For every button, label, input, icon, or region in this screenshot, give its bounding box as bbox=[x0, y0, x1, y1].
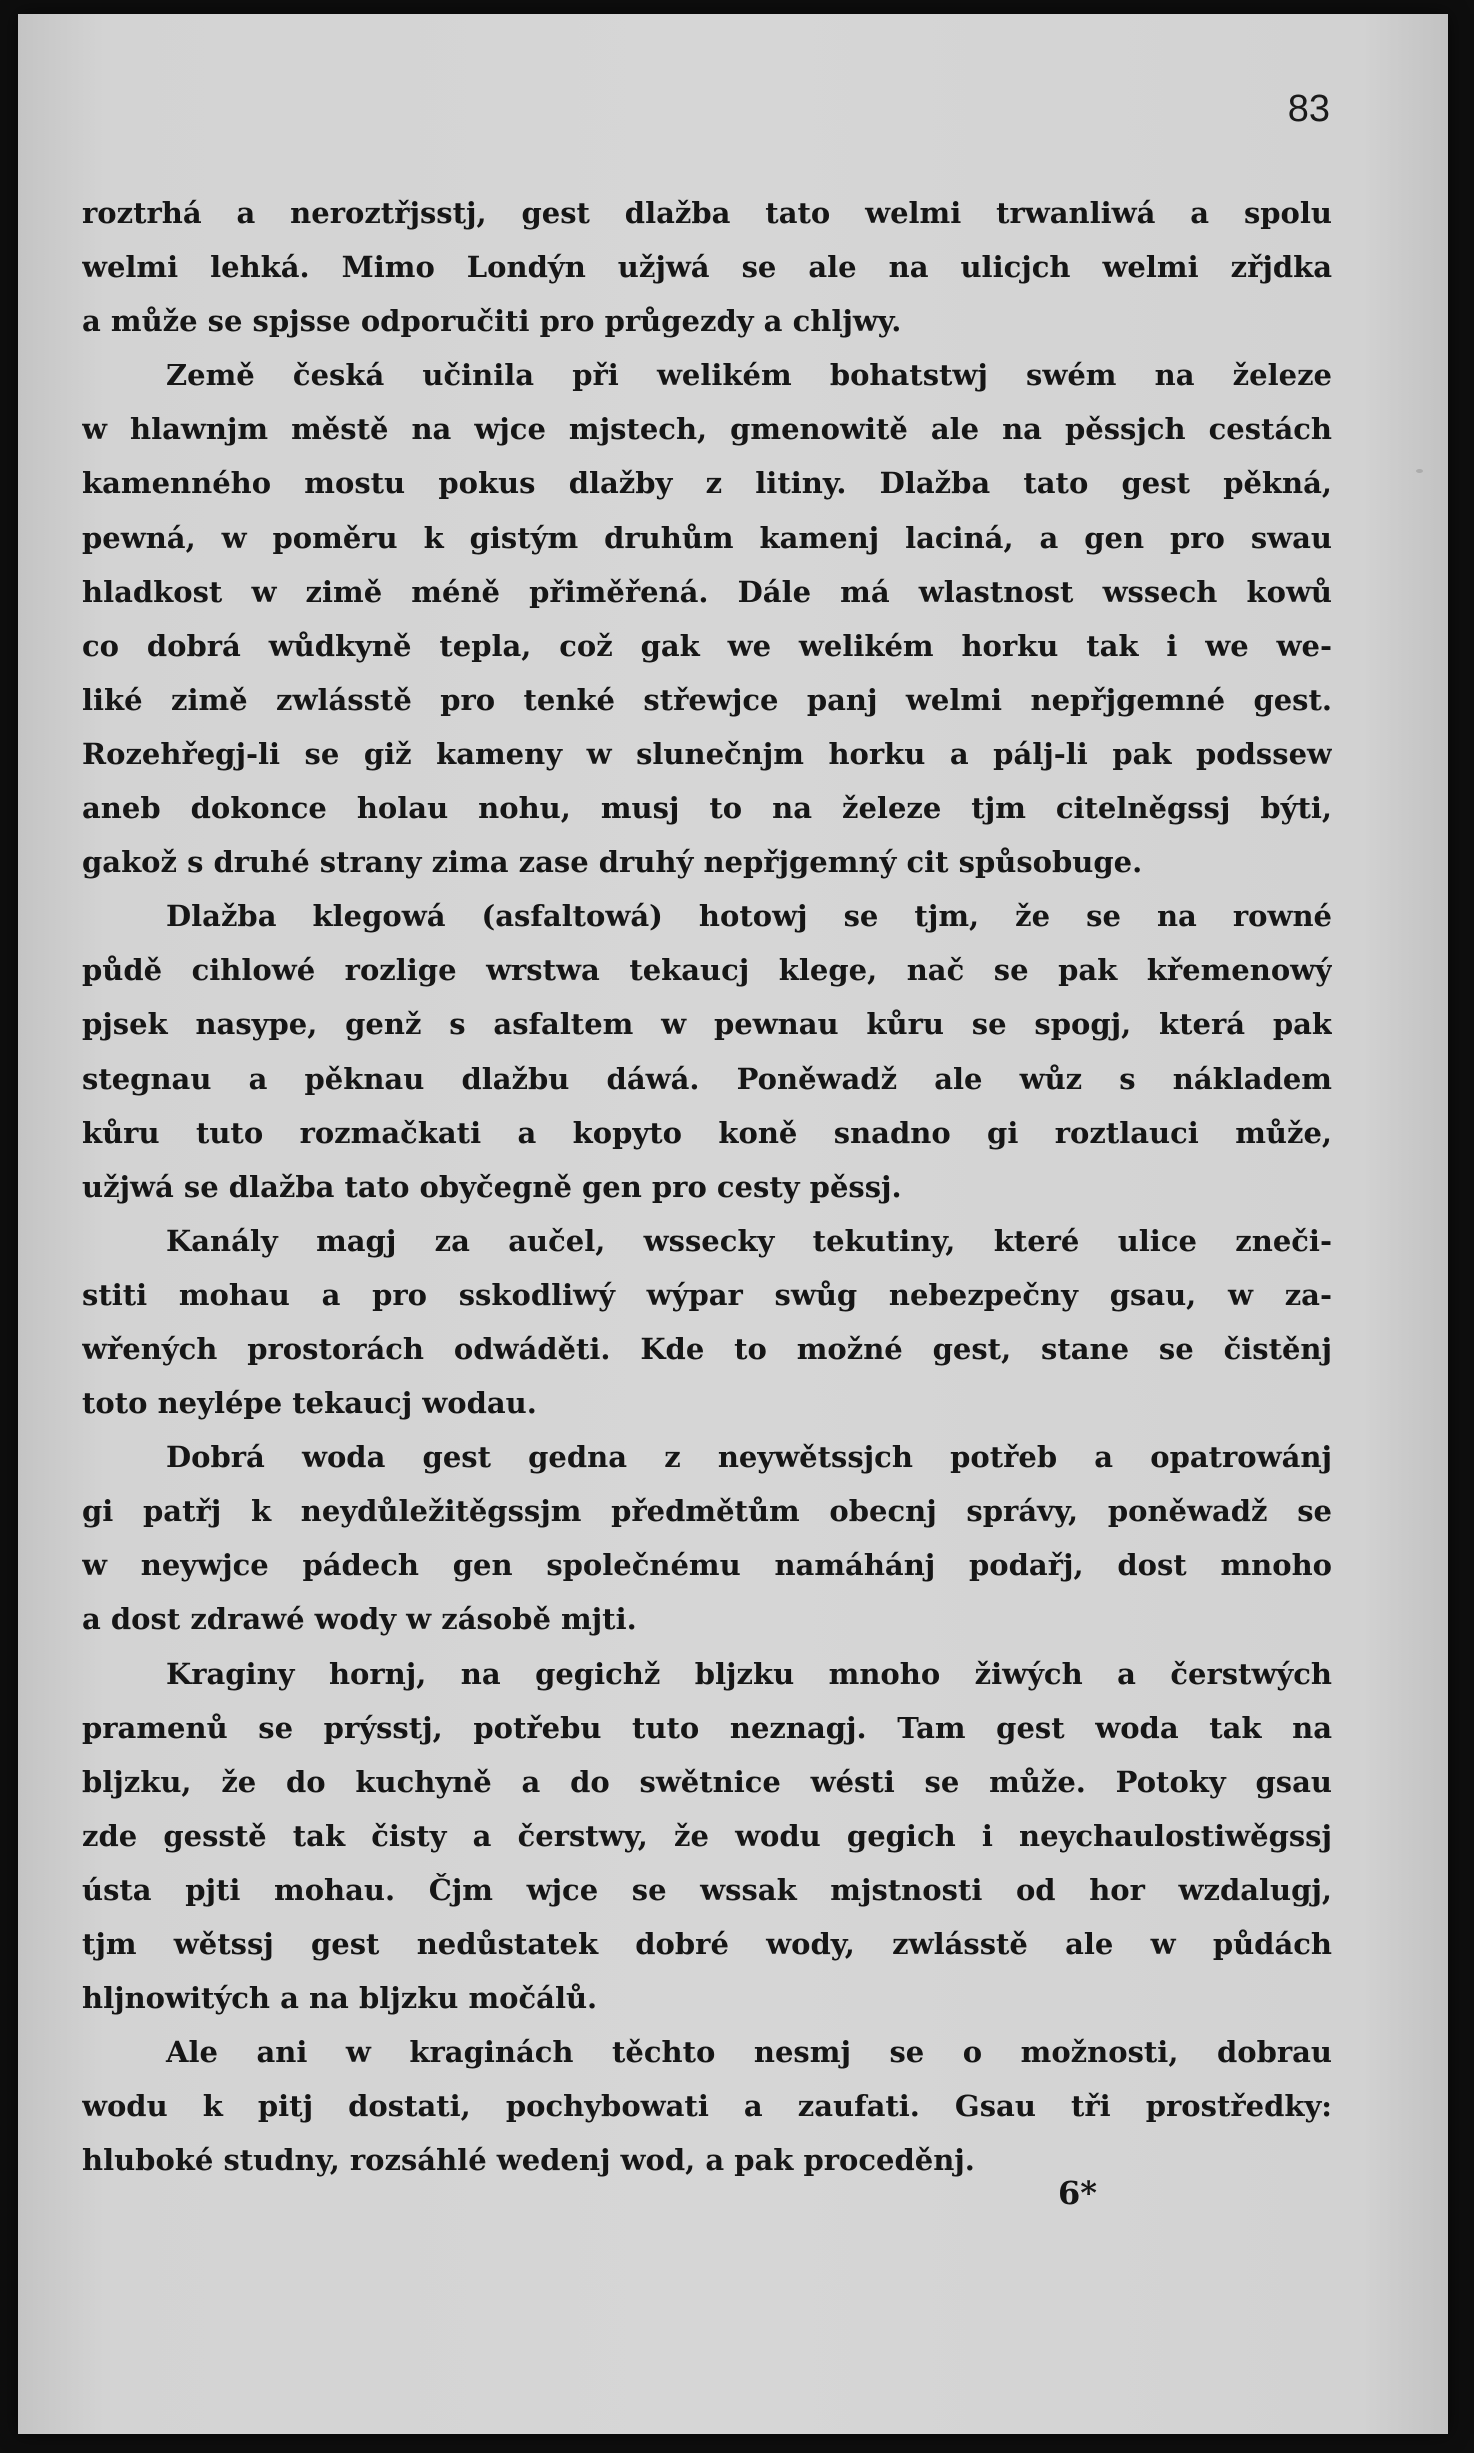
text-line: hljnowitých a na bljzku močálů. bbox=[82, 1981, 598, 2016]
text-line: welmi lehká. Mimo Londýn užjwá se ale na ulicjch welmi zřjdka bbox=[82, 250, 1332, 285]
text-line: hluboké studny, rozsáhlé wedenj wod, a pak proceděnj. bbox=[82, 2143, 975, 2178]
text-line: Dobrá woda gest gedna z neywětssjch potřeb a opatrowánj bbox=[166, 1440, 1332, 1475]
text-line: Dlažba klegowá (asfaltowá) hotowj se tjm, že se na rowné bbox=[166, 899, 1332, 934]
text-line: a dost zdrawé wody w zásobě mjti. bbox=[82, 1602, 637, 1637]
text-line: stegnau a pěknau dlažbu dáwá. Poněwadž ale wůz s nákladem bbox=[82, 1061, 1332, 1096]
text-line: ústa pjti mohau. Čjm wjce se wssak mjstnosti od hor wzdalugj, bbox=[82, 1872, 1332, 1907]
text-line: aneb dokonce holau nohu, musj to na železe tjm citelněgssj býti, bbox=[82, 791, 1332, 826]
text-line: hladkost w zimě méně přiměřená. Dále má wlastnost wssech kowů bbox=[82, 574, 1332, 609]
text-line: zde gesstě tak čisty a čerstwy, že wodu gegich i neychaulostiwěgssj bbox=[82, 1818, 1332, 1853]
text-line: roztrhá a neroztřjsstj, gest dlažba tato welmi trwanliwá a spolu bbox=[82, 196, 1332, 230]
text-line: Rozehřegj-li se giž kameny w slunečnjm horku a pálj-li pak podssew bbox=[82, 736, 1332, 771]
text-line: kamenného mostu pokus dlažby z litiny. Dlažba tato gest pěkná, bbox=[82, 466, 1332, 501]
text-line: tjm wětssj gest nedůstatek dobré wody, zwlásstě ale w půdách bbox=[82, 1927, 1332, 1961]
text-line: wřených prostorách odwáděti. Kde to možné gest, stane se čistěnj bbox=[82, 1331, 1332, 1366]
text-line: pewná, w poměru k gistým druhům kamenj laciná, a gen pro swau bbox=[82, 520, 1332, 555]
text-line: gakož s druhé strany zima zase druhý nepřjgemný cit spůsobuge. bbox=[82, 845, 1143, 880]
text-line: liké zimě zwlásstě pro tenké střewjce panj welmi nepřjgemné gest. bbox=[82, 682, 1332, 717]
text-line: pjsek nasype, genž s asfaltem w pewnau kůru se spogj, která pak bbox=[82, 1007, 1332, 1042]
text-line: wodu k pitj dostati, pochybowati a zaufati. Gsau tři prostředky: bbox=[82, 2089, 1332, 2124]
signature-mark: 6* bbox=[1058, 2174, 1097, 2212]
text-line: Kanály magj za aučel, wssecky tekutiny, které ulice zneči- bbox=[166, 1223, 1332, 1258]
text-line: půdě cihlowé rozlige wrstwa tekaucj klege, nač se pak křemenowý bbox=[82, 953, 1332, 988]
text-line: kůru tuto rozmačkati a kopyto koně snadno gi roztlauci může, bbox=[82, 1115, 1332, 1150]
text-line: Ale ani w kraginách těchto nesmj se o možnosti, dobrau bbox=[166, 2035, 1332, 2070]
text-line: co dobrá wůdkyně tepla, což gak we welikém horku tak i we we- bbox=[82, 628, 1332, 663]
text-line: w hlawnjm městě na wjce mjstech, gmenowitě ale na pěssjch cestách bbox=[82, 412, 1332, 447]
text-line: pramenů se prýsstj, potřebu tuto neznagj. Tam gest woda tak na bbox=[82, 1710, 1332, 1745]
text-line: stiti mohau a pro sskodliwý wýpar swůg nebezpečny gsau, w za- bbox=[82, 1277, 1332, 1312]
text-line: toto neylépe tekaucj wodau. bbox=[82, 1386, 537, 1421]
text-line: w neywjce pádech gen společnému namáhánj podařj, dost mnoho bbox=[82, 1548, 1332, 1583]
text-line: bljzku, že do kuchyně a do swětnice wésti se může. Potoky gsau bbox=[82, 1764, 1332, 1799]
scan-speck bbox=[1416, 469, 1423, 473]
book-page bbox=[18, 14, 1448, 2434]
text-line: Země česká učinila při welikém bohatstwj swém na železe bbox=[166, 358, 1332, 393]
text-line: užjwá se dlažba tato obyčegně gen pro cesty pěssj. bbox=[82, 1169, 902, 1204]
page-number: 83 bbox=[1287, 88, 1330, 130]
text-line: a může se spjsse odporučiti pro průgezdy a chljwy. bbox=[82, 304, 902, 339]
body-text bbox=[82, 186, 1332, 2187]
text-line: gi patřj k neydůležitěgssjm předmětům obecnj správy, poněwadž se bbox=[82, 1494, 1332, 1529]
text-line: Kraginy hornj, na gegichž bljzku mnoho žiwých a čerstwých bbox=[166, 1656, 1332, 1691]
